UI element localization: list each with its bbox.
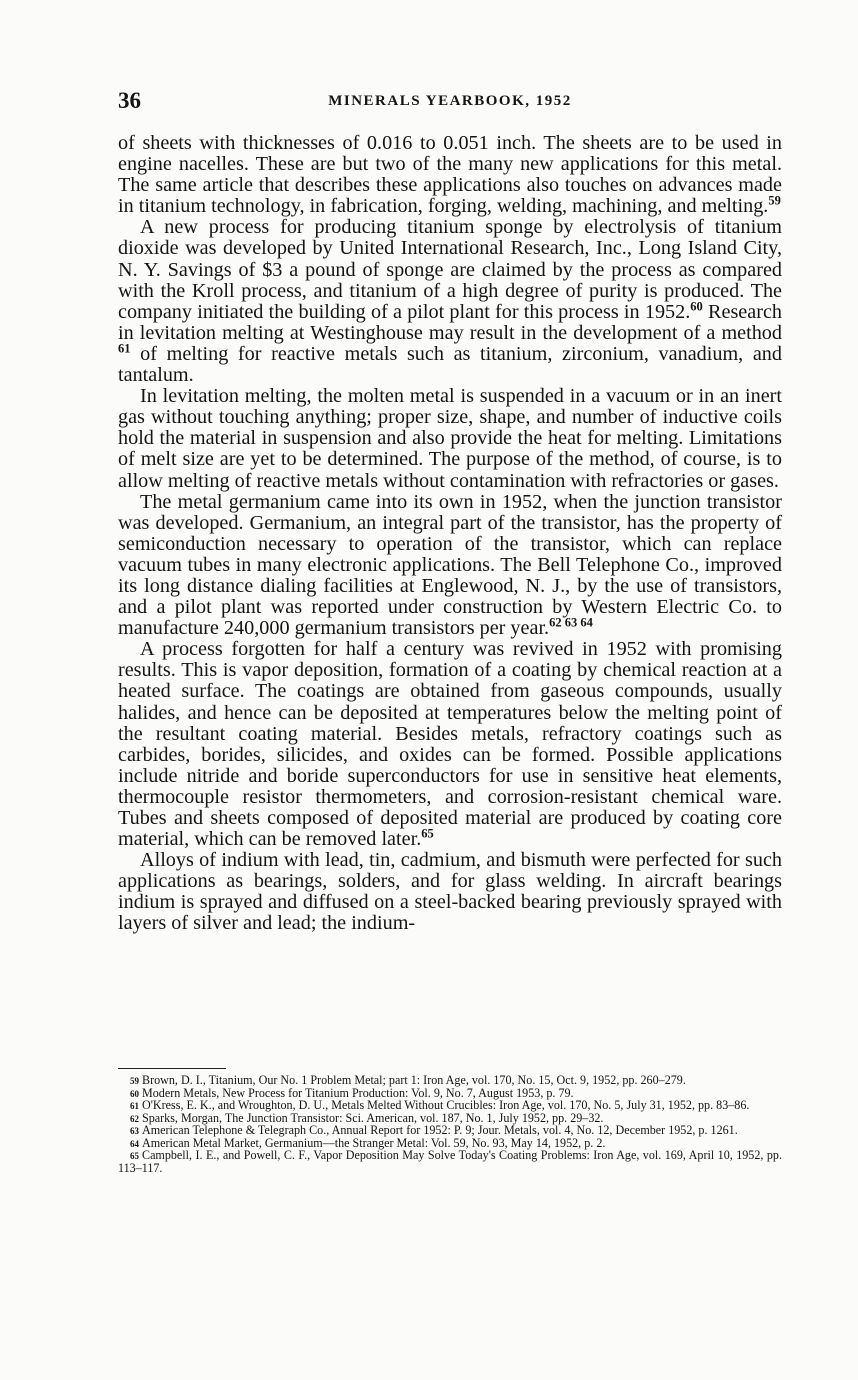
running-title: MINERALS YEARBOOK, 1952: [328, 93, 572, 109]
paragraph-text: Alloys of indium with lead, tin, cadmium, and bismuth were perfected for such applications as bearings, solders, and for glass welding. In aircraft bearings indium is sprayed and diffused on a steel-backed bearing previously sprayed with layers of silver and lead; the indium-: [118, 849, 782, 935]
body-paragraph: [118, 639, 782, 850]
footnote-number: 62: [130, 1113, 139, 1124]
footnote-text: Sparks, Morgan, The Junction Transistor: Sci. American, vol. 187, No. 1, July 1952, pp. 29–32.: [142, 1110, 604, 1125]
page-number: 36: [118, 88, 141, 113]
footnote-reference: 61: [118, 341, 131, 356]
footnote-number: 61: [130, 1101, 139, 1111]
paragraph-text: Research in levitation melting at Westinghouse may result in the development of a method: [118, 300, 782, 344]
footnote-reference: 59: [768, 193, 781, 208]
paragraph-text: In levitation melting, the molten metal is suspended in a vacuum or in an inert gas without touching anything; proper size, shape, and number of inductive coils hold the material in suspension and also provide the heat for melting. Limitations of melt size are yet to be determined. The purpose of the method, of course, is to allow melting of reactive metals without contamination with refractories or gases.: [118, 385, 782, 492]
paragraph-text: The metal germanium came into its own in 1952, when the junction transistor was developed. Germanium, an integral part of the transistor, has the property of semiconduction necessary to operation of the transistor, which can replace vacuum tubes in many electronic applications. The Bell Telephone Co., improved its long distance dialing facilities at Englewood, N. J., by the use of transistors, and a pilot plant was reported under construction by Western Electric Co. to manufacture 240,000 germanium transistors per year.: [118, 490, 782, 640]
paragraph-text: of sheets with thicknesses of 0.016 to 0.051 inch. The sheets are to be used in engine nacelles. These are but two of the many new applications for this metal. The same article that describes these applications also touches on advances made in titanium technology, in fabrication, forging, welding, machining, and melting.: [118, 132, 782, 218]
footnote-reference: 62 63 64: [549, 615, 593, 630]
footnote-reference: 65: [421, 826, 434, 841]
footnote-number: 63: [130, 1126, 139, 1136]
footnote-number: 64: [130, 1138, 139, 1149]
body-paragraph: [118, 492, 782, 640]
footnote-number: 60: [130, 1088, 139, 1099]
body-paragraph: [118, 850, 782, 934]
page-header: [118, 88, 782, 118]
paragraph-text: of melting for reactive metals such as titanium, zirconium, vanadium, and tantalum.: [118, 342, 782, 387]
footnote-text: American Metal Market, Germanium—the Stranger Metal: Vol. 59, No. 93, May 14, 1952, p. 2.: [142, 1135, 606, 1150]
footnote-text: Campbell, I. E., and Powell, C. F., Vapor Deposition May Solve Today's Coating Problems: Iron Age, vol. 169, April 10, 1952, pp. 113–117.: [118, 1148, 782, 1175]
footnote-text: American Telephone & Telegraph Co., Annual Report for 1952: P. 9; Jour. Metals, vol. 4, No. 12, December 1952, p. 1261.: [142, 1123, 738, 1137]
footnote-number: 59: [130, 1076, 139, 1086]
footnote: [118, 1150, 782, 1174]
footnote-number: 65: [130, 1151, 139, 1161]
footnote-text: Modern Metals, New Process for Titanium Production: Vol. 9, No. 7, August 1953, p. 79.: [142, 1085, 574, 1100]
footnote-text: Brown, D. I., Titanium, Our No. 1 Problem Metal; part 1: Iron Age, vol. 170, No. 15, Oct. 9, 1952, pp. 260–279.: [142, 1073, 686, 1087]
body-paragraph: [118, 217, 782, 386]
footnotes: [118, 1075, 782, 1174]
body-paragraph: [118, 386, 782, 491]
body-text: [118, 133, 782, 935]
paragraph-text: A new process for producing titanium sponge by electrolysis of titanium dioxide was developed by United International Research, Inc., Long Island City, N. Y. Savings of $3 a pound of sponge are claimed by the process as compared with the Kroll process, and titanium of a high degree of purity is produced. The company initiated the building of a pilot plant for this process in 1952.: [118, 216, 782, 323]
footnote-text: O'Kress, E. K., and Wroughton, D. U., Metals Melted Without Crucibles: Iron Age, vol. 170, No. 5, July 31, 1952, pp. 83–86.: [142, 1098, 750, 1112]
body-paragraph: [118, 133, 782, 217]
footnote-divider: [118, 1068, 226, 1069]
footnote-reference: 60: [690, 299, 703, 314]
paragraph-text: A process forgotten for half a century was revived in 1952 with promising results. This is vapor deposition, formation of a coating by chemical reaction at a heated surface. The coatings are obtained from gaseous compounds, usually halides, and hence can be deposited at temperatures below the melting point of the resultant coating material. Besides metals, refractory coatings such as carbides, borides, silicides, and oxides can be formed. Possible applications include nitride and boride superconductors for use in sensitive heat elements, thermocouple resistor thermometers, and corrosion-resistant chemical ware. Tubes and sheets composed of deposited material are produced by coating core material, which can be removed later.: [118, 638, 782, 851]
